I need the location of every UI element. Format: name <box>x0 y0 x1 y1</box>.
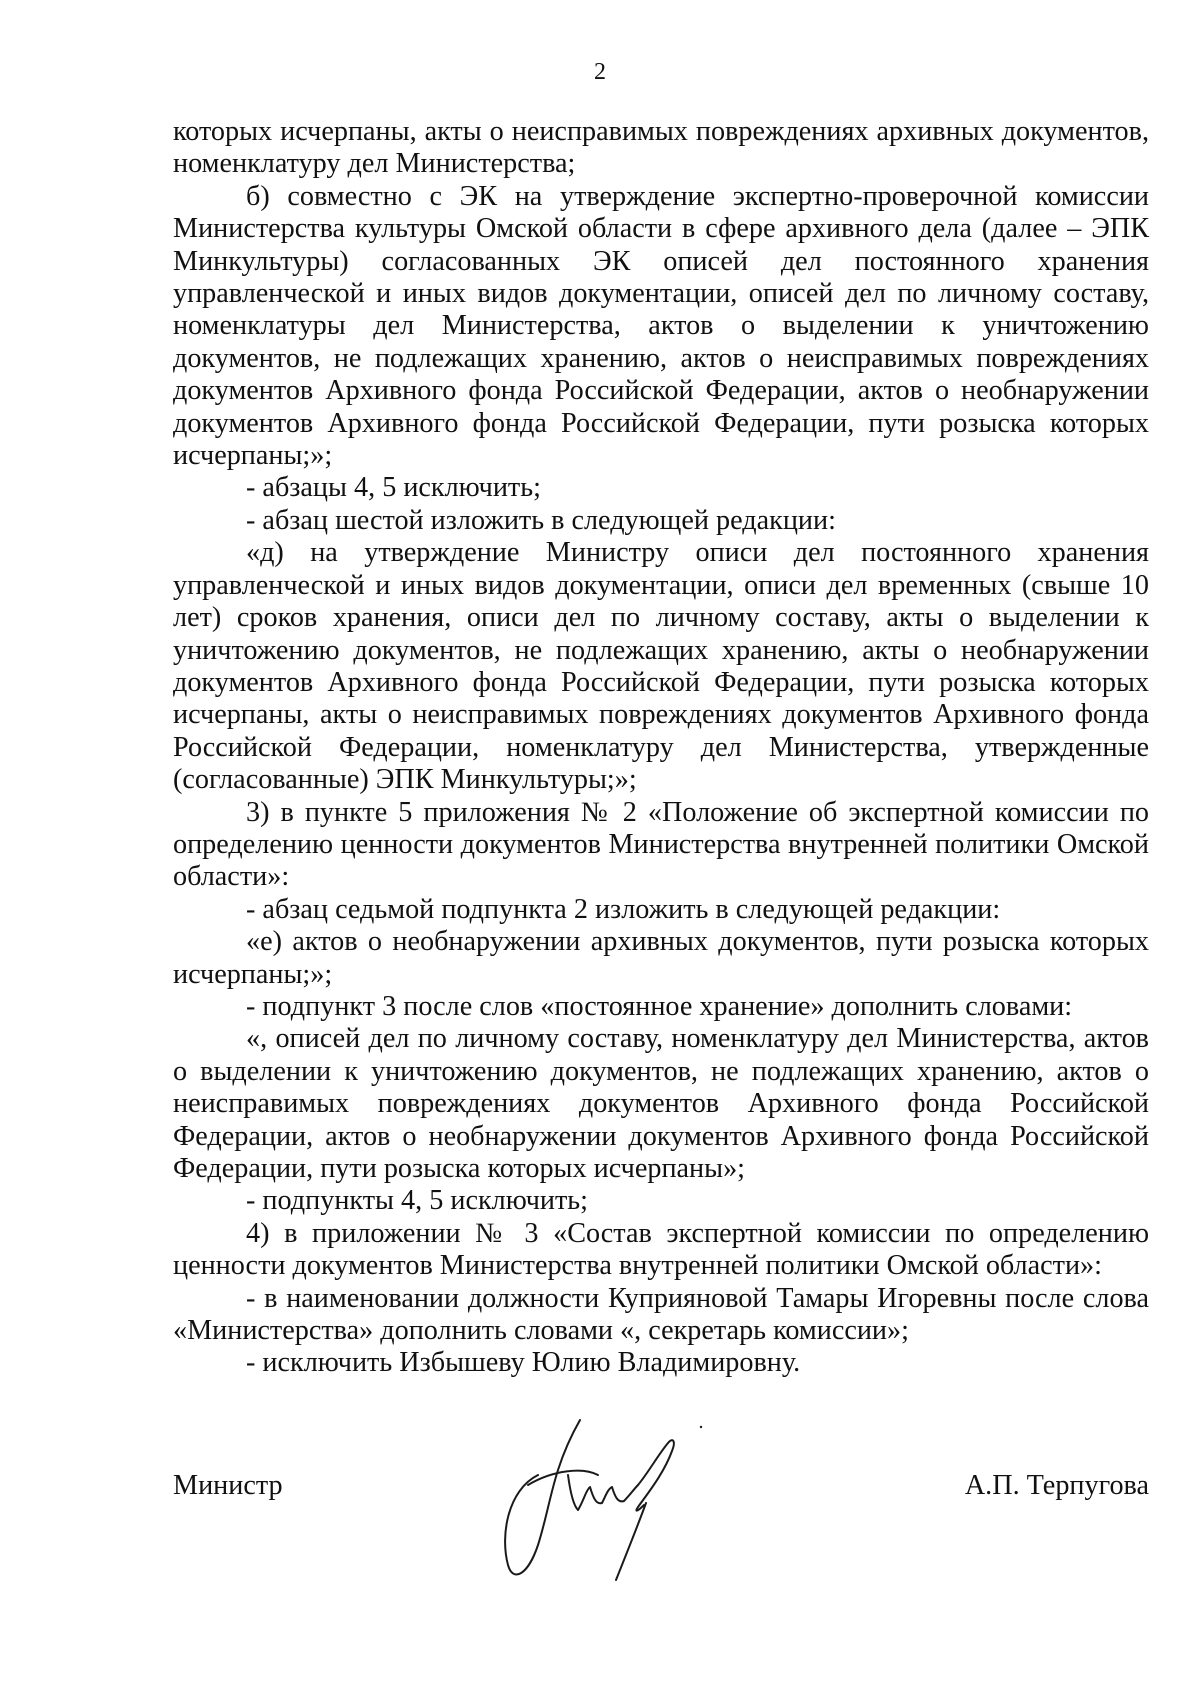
paragraph: которых исчерпаны, акты о неисправимых повреждениях архивных документов, номенклатуру дел Министерства; <box>173 116 1149 180</box>
signatory-position: Министр <box>173 1470 283 1501</box>
paragraph: - исключить Избышеву Юлию Владимировну. <box>246 1347 801 1379</box>
paragraph: «, описей дел по личному составу, номенклатуру дел Министерства, актов о выделении к уничтожению документов, не подлежащих хранению, актов о неисправимых повреждениях документов Архивного фонда Российской Федерации, актов о необнаружении документов Архивного фонда Российской Федерации, пути розыска которых исчерпаны»; <box>173 1023 1149 1184</box>
paragraph: - абзац седьмой подпункта 2 изложить в следующей редакции: <box>246 893 1001 925</box>
paragraph: 4) в приложении № 3 «Состав экспертной комиссии по определению ценности документов Министерства внутренней политики Омской области»: <box>173 1217 1149 1282</box>
paragraph: 3) в пункте 5 приложения № 2 «Положение об экспертной комиссии по определению ценности документов Министерства внутренней политики Омской области»: <box>173 796 1149 893</box>
paragraph: «е) актов о необнаружении архивных документов, пути розыска которых исчерпаны;»; <box>173 926 1149 990</box>
paragraph: б) совместно с ЭК на утверждение экспертно-проверочной комиссии Министерства культуры Омской области в сфере архивного дела (далее – ЭПК Минкультуры) согласованных ЭК описей дел постоянного хранения управленческой и иных видов документации, описей дел по личному составу, номенклатуры дел Министерства, актов о выделении к уничтожению документов, не подлежащих хранению, актов о неисправимых повреждениях документов Архивного фонда Российской Федерации, актов о необнаружении документов Архивного фонда Российской Федерации, пути розыска которых исчерпаны;»; <box>173 180 1149 472</box>
handwritten-signature <box>498 1415 738 1585</box>
page-number: 2 <box>594 59 606 85</box>
paragraph: - подпункт 3 после слов «постоянное хранение» дополнить словами: <box>246 990 1073 1022</box>
signatory-name: А.П. Терпугова <box>964 1470 1149 1501</box>
paragraph: - абзацы 4, 5 исключить; <box>246 472 541 504</box>
paragraph: - абзац шестой изложить в следующей редакции: <box>246 504 836 536</box>
paragraph: - подпункты 4, 5 исключить; <box>246 1185 588 1217</box>
paragraph: «д) на утверждение Министру описи дел постоянного хранения управленческой и иных видов документации, описи дел временных (свыше 10 лет) сроков хранения, описи дел по личному составу, акты о выделении к уничтожению документов, не подлежащих хранению, акты о необнаружении документов Архивного фонда Российской Федерации, пути розыска которых исчерпаны, акты о неисправимых повреждениях документов Архивного фонда Российской Федерации, номенклатуру дел Министерства, утвержденные (согласованные) ЭПК Минкультуры;»; <box>173 537 1149 796</box>
paragraph: - в наименовании должности Куприяновой Тамары Игоревны после слова «Министерства» дополнить словами «, секретарь комиссии»; <box>173 1282 1149 1347</box>
document-body <box>173 116 1149 1380</box>
